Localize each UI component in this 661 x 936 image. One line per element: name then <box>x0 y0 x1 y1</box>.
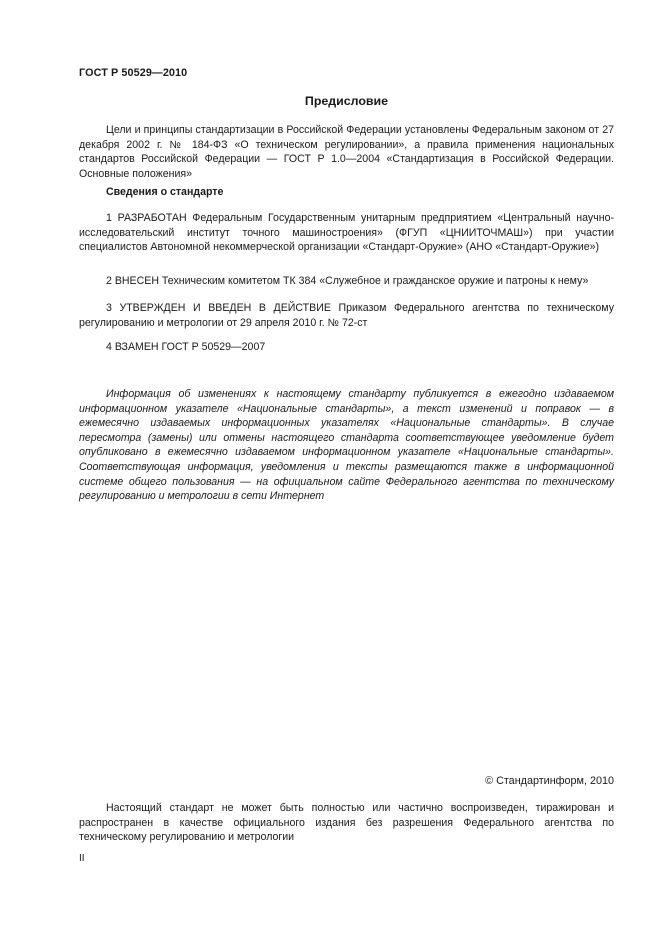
notice-section <box>79 387 614 504</box>
intro-section <box>79 123 614 181</box>
document-code: ГОСТ Р 50529—2010 <box>79 67 188 79</box>
intro-paragraph: Цели и принципы стандартизации в Российской Федерации установлены Федеральным законом от 27 декабря 2002 г. № 184-ФЗ «О техническом регулировании», а правила применения национальных стандартов Российской Федерации — ГОСТ Р 1.0—2004 «Стандартизация в Российской Федерации. Основные положения» <box>79 124 614 180</box>
info-item-introduced: 2 ВНЕСЕН Техническим комитетом ТК 384 «Служебное и гражданское оружие и патроны к нему» <box>106 275 589 287</box>
standard-info-heading: Сведения о стандарте <box>106 186 224 198</box>
info-item-3-block <box>79 301 614 330</box>
info-item-approved: 3 УТВЕРЖДЕН И ВВЕДЕН В ДЕЙСТВИЕ Приказом Федерального агентства по техническому регулированию и метрологии от 29 апреля 2010 г. № 72-ст <box>79 302 614 329</box>
reproduction-notice: Настоящий стандарт не может быть полностью или частично воспроизведен, тиражирован и распространен в качестве официального издания без разрешения Федерального агентства по техническому регулированию и метрологии <box>79 802 614 844</box>
page-title: Предисловие <box>304 94 389 108</box>
info-item-developed: 1 РАЗРАБОТАН Федеральным Государственным унитарным предприятием «Центральный научно-исследовательский институт точного машиностроения» (ФГУП «ЦНИИТОЧМАШ») при участии специалистов Автономной некоммерческой организации «Стандарт-Оружие» (АНО «Стандарт-Оружие») <box>79 212 614 254</box>
info-item-replaces: 4 ВЗАМЕН ГОСТ Р 50529—2007 <box>106 341 266 353</box>
changes-notice-paragraph: Информация об изменениях к настоящему стандарту публикуется в ежегодно издаваемом информационном указателе «Национальные стандарты», а текст изменений и поправок — в ежемесячно издаваемых информационных указателях «Национальные стандарты». В случае пересмотра (замены) или отмены настоящего стандарта соответствующее уведомление будет опубликовано в ежемесячно издаваемом информационном указателе «Национальные стандарты». Соответствующая информация, уведомления и тексты размещаются также в информационной системе общего пользования — на официальном сайте Федерального агентства по техническому регулированию и метрологии в сети Интернет <box>79 388 614 503</box>
page-number: II <box>79 853 85 864</box>
info-item-2-block <box>79 274 614 289</box>
copyright-line: © Стандартинформ, 2010 <box>485 775 614 787</box>
info-item-1-block <box>79 211 614 255</box>
reproduction-section <box>79 801 614 845</box>
info-item-4-block <box>79 340 614 355</box>
